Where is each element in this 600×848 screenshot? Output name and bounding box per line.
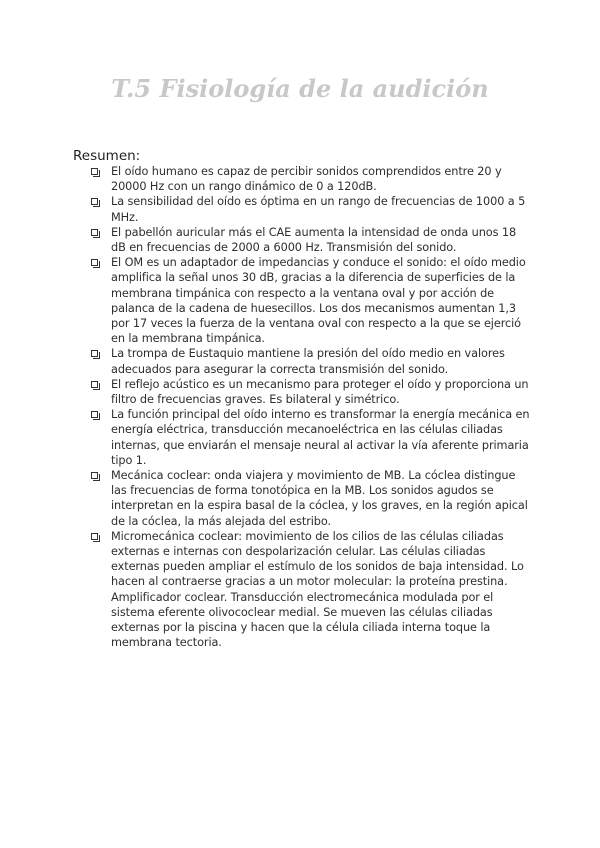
document-title: T.5 Fisiología de la audición (111, 74, 489, 103)
list-item: Micromecánica coclear: movimiento de los cilios de las células ciliadas externas e internas con despolarización celular. Las células ciliadas externas pueden ampliar el estímulo de los sonidos de baja intensidad. Lo hacen al contraerse gracias a un motor molecular: la proteína prestina. Amplificador coclear. Transducción electromecánica modulada por el sistema eferente olivococlear medial. Se mueven las células ciliadas externas por la piscina y hacen que la célula ciliada interna toque la membrana tectoria. (89, 529, 533, 651)
bullet-list (73, 164, 533, 651)
list-item: El OM es un adaptador de impedancias y conduce el sonido: el oído medio amplifica la señal unos 30 dB, gracias a la diferencia de superficies de la membrana timpánica con respecto a la ventana oval y por acción de palanca de la cadena de huesecillos. Los dos mecanismos aumentan 1,3 por 17 veces la fuerza de la ventana oval con respecto a la que se ejerció en la membrana timpánica. (89, 255, 533, 346)
checkbox-bullet-icon (91, 472, 98, 479)
list-item: La sensibilidad del oído es óptima en un rango de frecuencias de 1000 a 5 MHz. (89, 194, 533, 224)
list-item: El pabellón auricular más el CAE aumenta la intensidad de onda unos 18 dB en frecuencias de 2000 a 6000 Hz. Transmisión del sonido. (89, 225, 533, 255)
summary-section (73, 148, 533, 651)
checkbox-bullet-icon (91, 411, 98, 418)
checkbox-bullet-icon (91, 198, 98, 205)
checkbox-bullet-icon (91, 533, 98, 540)
list-item: La función principal del oído interno es transformar la energía mecánica en energía eléctrica, transducción mecanoeléctrica en las células ciliadas internas, que enviarán el mensaje neural al activar la vía aferente primaria tipo 1. (89, 407, 533, 468)
checkbox-bullet-icon (91, 229, 98, 236)
list-item: Mecánica coclear: onda viajera y movimiento de MB. La cóclea distingue las frecuencias de forma tonotópica en la MB. Los sonidos agudos se interpretan en la espira basal de la cóclea, y los graves, en la región apical de la cóclea, la más alejada del estribo. (89, 468, 533, 529)
list-item: El oído humano es capaz de percibir sonidos comprendidos entre 20 y 20000 Hz con un rango dinámico de 0 a 120dB. (89, 164, 533, 194)
checkbox-bullet-icon (91, 350, 98, 357)
checkbox-bullet-icon (91, 259, 98, 266)
list-item: El reflejo acústico es un mecanismo para proteger el oído y proporciona un filtro de frecuencias graves. Es bilateral y simétrico. (89, 377, 533, 407)
list-item: La trompa de Eustaquio mantiene la presión del oído medio en valores adecuados para asegurar la correcta transmisión del sonido. (89, 346, 533, 376)
checkbox-bullet-icon (91, 381, 98, 388)
summary-heading: Resumen: (73, 148, 141, 164)
checkbox-bullet-icon (91, 168, 98, 175)
